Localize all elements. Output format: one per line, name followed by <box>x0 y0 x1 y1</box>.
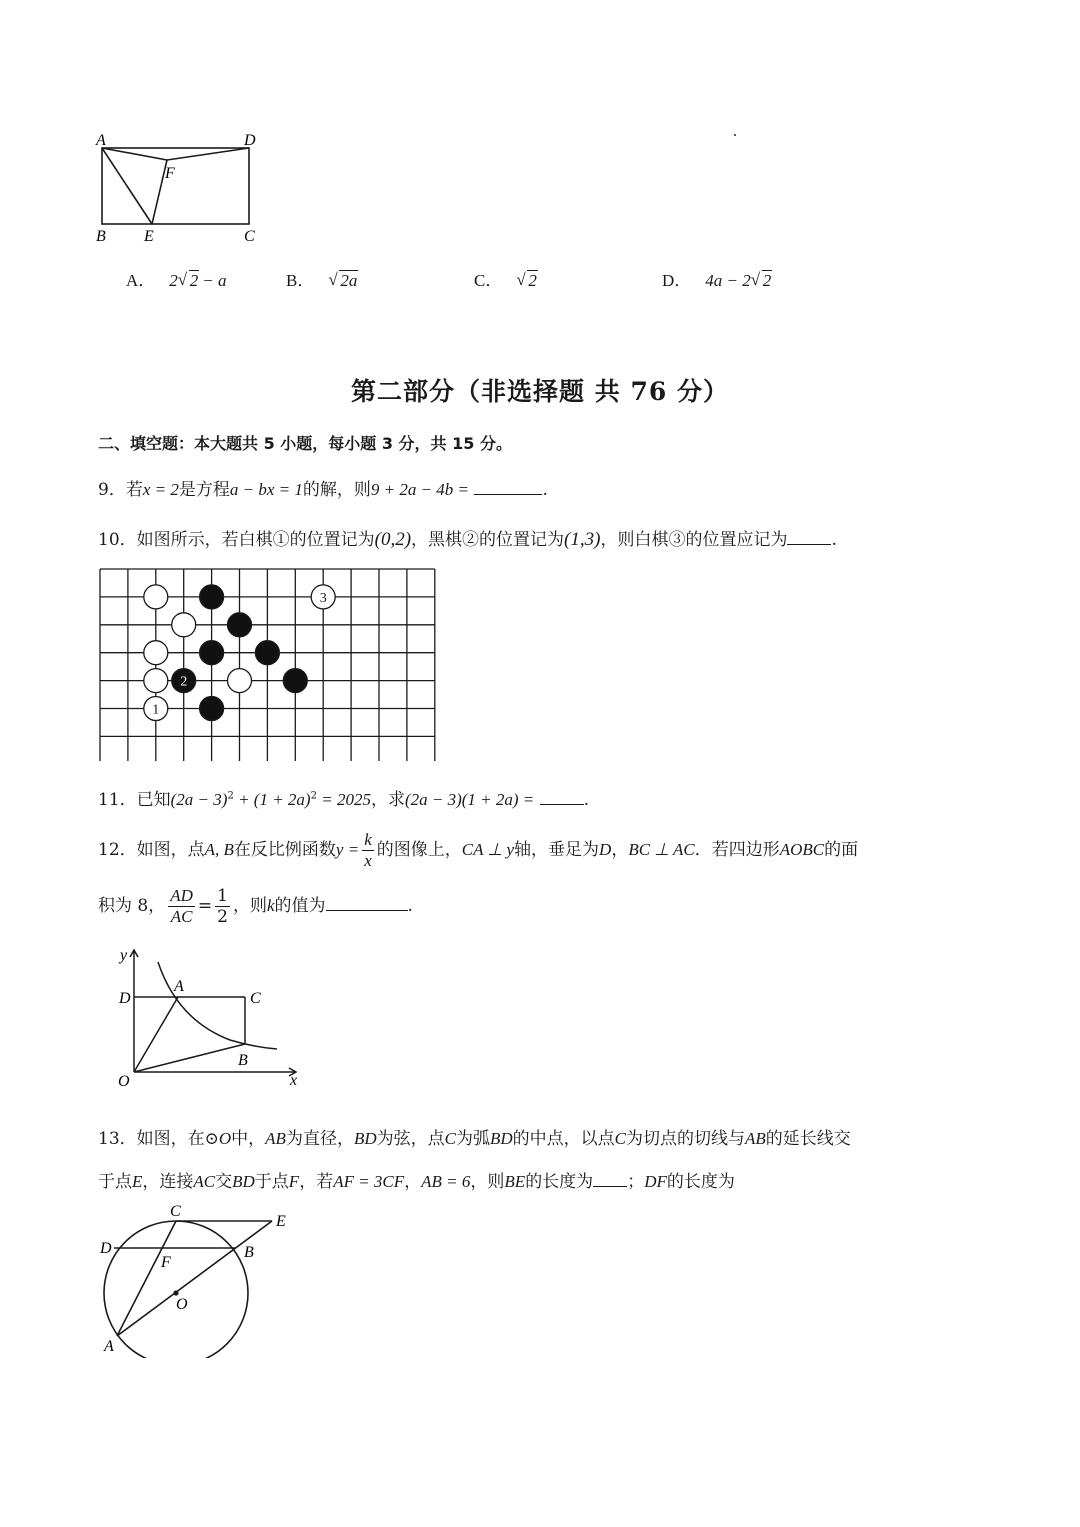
label-f: F <box>165 165 175 182</box>
fraction-ad-ac: $\frac{AD}{AC}$ <box>170 886 193 926</box>
label-b: B <box>96 228 106 245</box>
axis-x-label: x <box>290 1072 298 1089</box>
stray-dot <box>734 134 736 136</box>
go-board <box>98 567 438 761</box>
section-header: 二、填空题：本大题共 5 小题，每小题 3 分，共 15 分。 <box>98 434 512 453</box>
label-o: O <box>118 1073 130 1090</box>
answer-blank[interactable] <box>326 894 408 911</box>
label-d: D <box>119 990 131 1007</box>
label-f: F <box>161 1254 171 1271</box>
radical: √ 2 <box>178 271 200 291</box>
black-stone <box>200 641 224 665</box>
radical: √ 2 <box>751 271 773 291</box>
part-title: 第二部分（非选择题 共 76 分） <box>351 377 729 406</box>
choice-c[interactable] <box>474 266 538 291</box>
label-o: O <box>176 1296 188 1313</box>
q8-figure <box>92 128 272 246</box>
question-9: 9．若x = 2是方程a − bx = 1的解，则9 + 2a − 4b = . <box>98 480 548 500</box>
label-b: B <box>238 1052 248 1069</box>
black-stone <box>283 669 307 693</box>
label-a: A <box>96 132 106 149</box>
white-stone <box>228 669 252 693</box>
label-c: C <box>244 228 255 245</box>
label-a: A <box>104 1338 114 1355</box>
choice-d[interactable] <box>662 266 772 291</box>
question-12-line2: 积为 8， $\frac{AD}{AC}$ = $\frac{1}{2}$ ，则k的值为 . <box>98 886 413 927</box>
q13-figure <box>94 1198 304 1358</box>
label-c: C <box>170 1203 181 1220</box>
answer-blank-be[interactable] <box>593 1170 627 1187</box>
question-12-line1: 12．如图，点A, B在反比例函数y = $\frac{k}{x}$ 的图像上，CA ⊥ y轴，垂足为D，BC ⊥ AC．若四边形AOBC的面 <box>98 830 859 870</box>
black-stone <box>255 641 279 665</box>
label-c: C <box>250 990 261 1007</box>
tail: − a <box>202 271 227 290</box>
label-d: D <box>100 1240 112 1257</box>
answer-blank[interactable] <box>540 788 584 805</box>
white-stone <box>172 613 196 637</box>
black-stone <box>200 697 224 721</box>
choice-b[interactable] <box>286 266 358 291</box>
choice-letter: C． <box>474 271 503 290</box>
label-e: E <box>144 228 154 245</box>
fraction-k-over-x: $\frac{k}{x}$ <box>364 830 372 870</box>
choice-letter: A． <box>126 271 156 290</box>
fraction-half: $\frac{1}{2}$ <box>217 886 228 927</box>
answer-blank[interactable] <box>787 528 831 545</box>
choice-letter: B． <box>286 271 315 290</box>
coef: 2 <box>169 271 178 290</box>
white-stone <box>144 669 168 693</box>
black-stone <box>228 613 252 637</box>
stone-label: 3 <box>319 590 327 606</box>
label-e: E <box>276 1213 286 1230</box>
choice-letter: D． <box>662 271 692 290</box>
axis-y-label: y <box>120 947 128 964</box>
stone-label: 2 <box>180 674 188 690</box>
prefix: 4a − 2 <box>705 271 751 290</box>
stone-label: 1 <box>152 702 160 718</box>
question-11: 11．已知$(2a - 3)^2 + (1 + 2a)^2 = 2025$，求(2a − 3)(1 + 2a) = . <box>98 790 590 810</box>
choice-a[interactable] <box>126 266 227 291</box>
radical: √ 2a <box>328 271 358 291</box>
black-stone <box>200 585 224 609</box>
question-10: 10．如图所示，若白棋①的位置记为(0,2)，黑棋②的位置记为(1,3)，则白棋③的位置应记为 . <box>98 529 837 550</box>
label-b: B <box>244 1244 254 1261</box>
radical: √ 2 <box>516 271 538 291</box>
answer-blank[interactable] <box>474 478 542 495</box>
white-stone <box>144 641 168 665</box>
white-stone <box>144 585 168 609</box>
label-a: A <box>174 978 184 995</box>
label-d: D <box>244 132 256 149</box>
question-13-line2: 于点E，连接AC交BD于点F，若AF = 3CF，AB = 6，则BE的长度为 ；DF的长度为 <box>98 1172 735 1192</box>
q12-figure <box>100 944 310 1090</box>
question-13-line1: 13．如图，在⊙O中，AB为直径，BD为弦，点C为弧BD的中点，以点C为切点的切线与AB的延长线交 <box>98 1129 851 1149</box>
